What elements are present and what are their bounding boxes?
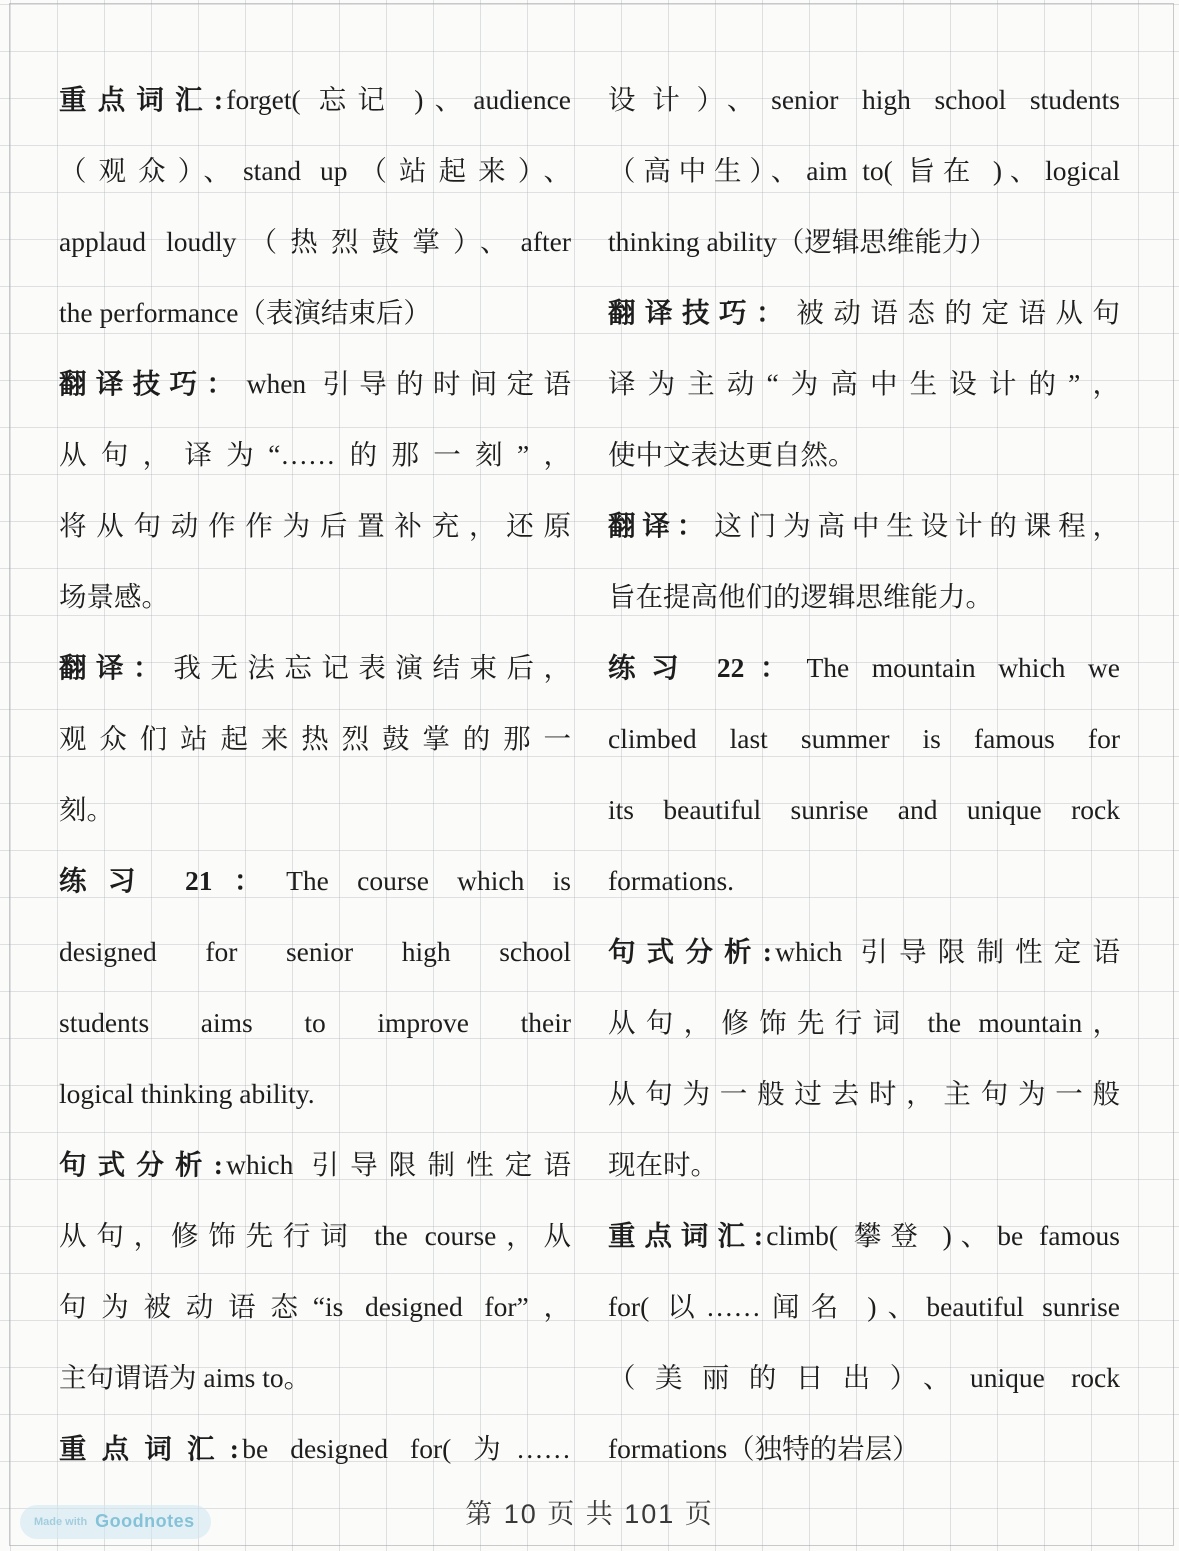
text-line (59, 490, 571, 561)
text-line (608, 1342, 1120, 1413)
paragraph-label: 练习 22： (608, 652, 804, 683)
text-line (608, 774, 1120, 845)
text-line (59, 1200, 571, 1271)
text-line (59, 1271, 571, 1342)
text-line (608, 916, 1120, 987)
text-line (59, 987, 571, 1058)
line-text: 从句，译为“……的那一刻”， (59, 439, 571, 470)
paragraph-label: 重点词汇: (59, 84, 223, 115)
line-text: 主句谓语为 aims to。 (59, 1362, 312, 1393)
line-text: 观众们站起来热烈鼓掌的那一 (59, 723, 571, 754)
text-line (59, 348, 571, 419)
paragraph-label: 重点词汇: (608, 1220, 763, 1251)
text-line (608, 845, 1120, 916)
line-text: （美丽的日出）、unique rock (608, 1362, 1120, 1393)
line-text: students aims to improve their (59, 1007, 571, 1038)
text-line (59, 561, 571, 632)
text-line (59, 419, 571, 490)
text-line (59, 1413, 571, 1484)
line-text: （高中生）、aim to( 旨在 )、logical (608, 155, 1120, 186)
text-line (608, 64, 1120, 135)
text-line (608, 135, 1120, 206)
line-text: the performance（表演结束后） (59, 297, 431, 328)
line-text: 从句为一般过去时，主句为一般 (608, 1078, 1120, 1109)
text-line (608, 1058, 1120, 1129)
line-text: 场景感。 (59, 581, 169, 612)
text-line (59, 135, 571, 206)
watermark-prefix: Made with (34, 1515, 88, 1528)
line-text: formations. (608, 865, 735, 896)
text-line (59, 1342, 571, 1413)
line-text: 我无法忘记表演结束后， (173, 652, 571, 683)
right-column (608, 64, 1120, 1484)
goodnotes-watermark (20, 1505, 211, 1539)
line-text: forget( 忘记 )、audience (226, 84, 571, 115)
line-text: 从句，修饰先行词 the mountain， (608, 1007, 1120, 1038)
text-line (608, 1413, 1120, 1484)
text-line (608, 561, 1120, 632)
line-text: when 引导的时间定语 (246, 368, 571, 399)
paragraph-label: 重点词汇: (59, 1433, 239, 1464)
text-line (608, 277, 1120, 348)
line-text: 这门为高中生设计的课程， (714, 510, 1120, 541)
line-text: 译为主动“为高中生设计的”， (608, 368, 1120, 399)
line-text: 将从句动作作为后置补充，还原 (59, 510, 571, 541)
line-text: 刻。 (59, 794, 114, 825)
line-text: 使中文表达更自然。 (608, 439, 856, 470)
text-line (608, 348, 1120, 419)
line-text: for( 以……闻名 )、beautiful sunrise (608, 1291, 1120, 1322)
line-text: 被动语态的定语从句 (796, 297, 1120, 328)
line-text: applaud loudly（热烈鼓掌）、after (59, 226, 571, 257)
text-line (59, 206, 571, 277)
left-column (59, 64, 571, 1484)
paragraph-label: 翻译技巧： (59, 368, 244, 399)
paragraph-label: 翻译技巧： (608, 297, 794, 328)
line-text: its beautiful sunrise and unique rock (608, 794, 1120, 825)
text-line (608, 1200, 1120, 1271)
goodnotes-logo: Goodnotes (95, 1511, 195, 1531)
line-text: thinking ability（逻辑思维能力） (608, 226, 997, 257)
text-line (59, 774, 571, 845)
paragraph-label: 句式分析: (608, 936, 772, 967)
line-text: which 引导限制性定语 (775, 936, 1120, 967)
text-line (59, 632, 571, 703)
page-number-footer: 第 10 页 共 101 页 (465, 1499, 714, 1529)
text-line (59, 845, 571, 916)
paragraph-label: 翻译： (608, 510, 712, 541)
line-text: climb( 攀登 )、be famous (766, 1220, 1120, 1251)
text-line (59, 64, 571, 135)
text-line (59, 1129, 571, 1200)
line-text: 现在时。 (608, 1149, 718, 1180)
text-line (608, 632, 1120, 703)
line-text: 句为被动语态“is designed for”， (59, 1291, 571, 1322)
text-line (608, 419, 1120, 490)
line-text: 设计）、senior high school students (608, 84, 1120, 115)
text-line (608, 703, 1120, 774)
line-text: be designed for( 为…… (242, 1433, 571, 1464)
line-text: formations（独特的岩层） (608, 1433, 920, 1464)
paragraph-label: 练习 21： (59, 865, 283, 896)
line-text: （观众）、stand up（站起来）、 (59, 155, 571, 186)
text-line (59, 916, 571, 987)
text-line (608, 206, 1120, 277)
line-text: climbed last summer is famous for (608, 723, 1120, 754)
line-text: logical thinking ability. (59, 1078, 315, 1109)
text-line (608, 1129, 1120, 1200)
line-text: The course which is (286, 865, 571, 896)
text-line (608, 490, 1120, 561)
text-line (59, 1058, 571, 1129)
line-text: 从句，修饰先行词 the course，从 (59, 1220, 571, 1251)
text-line (59, 703, 571, 774)
line-text: 旨在提高他们的逻辑思维能力。 (608, 581, 993, 612)
line-text: The mountain which we (806, 652, 1120, 683)
text-line (608, 987, 1120, 1058)
text-line (59, 277, 571, 348)
line-text: which 引导限制性定语 (226, 1149, 571, 1180)
paragraph-label: 翻译： (59, 652, 171, 683)
paragraph-label: 句式分析: (59, 1149, 223, 1180)
line-text: designed for senior high school (59, 936, 571, 967)
text-line (608, 1271, 1120, 1342)
